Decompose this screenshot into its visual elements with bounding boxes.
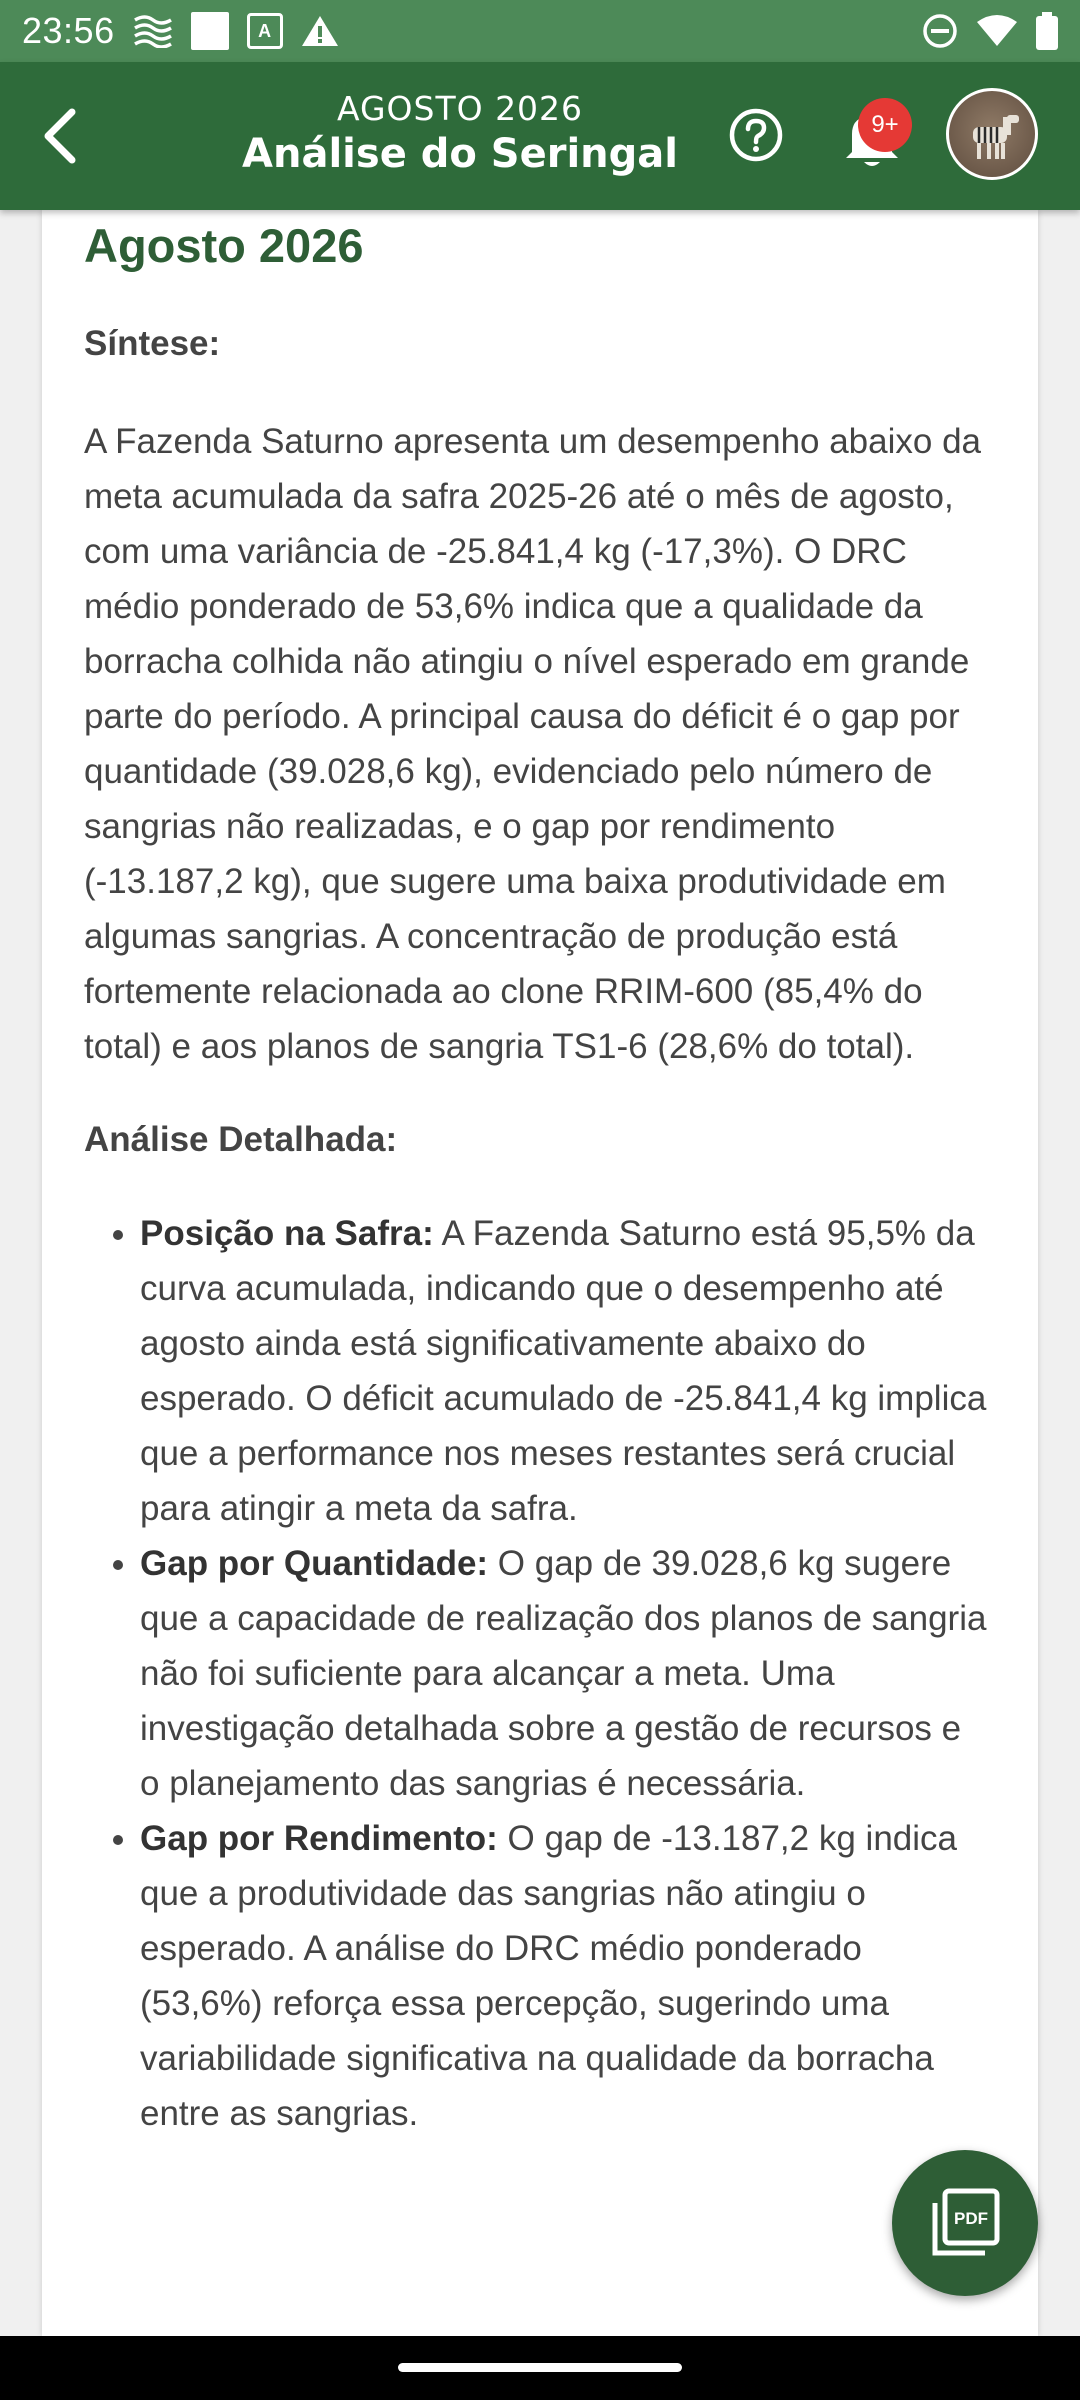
report-month-title: Agosto 2026 [84, 219, 364, 272]
pdf-export-button[interactable] [892, 2150, 1038, 2296]
bullet-label: Gap por Rendimento: [140, 1819, 498, 1858]
white-square-icon [191, 12, 229, 50]
a-box-icon: A [247, 13, 283, 49]
bullet-text: A Fazenda Saturno está 95,5% da curva acumulada, indicando que o desempenho até agosto ainda está significativamente abaixo do esperado. O déficit acumulado de -25.841,4 kg implica que a performance nos meses restantes será crucial para atingir a meta da safra. [140, 1214, 987, 1528]
summary-heading: Síntese: [84, 324, 221, 363]
wifi-icon [976, 14, 1018, 48]
zebra-icon [949, 91, 1035, 177]
signal-waves-icon [133, 14, 173, 48]
list-item [140, 1811, 988, 2141]
notification-badge: 9+ [858, 98, 912, 152]
list-item [140, 1536, 988, 1811]
summary-text: A Fazenda Saturno apresenta um desempenho abaixo da meta acumulada da safra 2025-26 até o mês de agosto, com uma variância de -25.841,4 kg (-17,3%). O DRC médio ponderado de 53,6% indica que a qualidade da borracha colhida não atingiu o nível esperado em grande parte do período. A principal causa do déficit é o gap por quantidade (39.028,6 kg), evidenciado pelo número de sangrias não realizadas, e o gap por rendimento (-13.187,2 kg), que sugere uma baixa produtividade em algumas sangrias. A concentração de produção está fortemente relacionada ao clone RRIM-600 (85,4% do total) e aos planos de sangria TS1-6 (28,6% do total). [84, 422, 982, 1066]
bullet-label: Gap por Quantidade: [140, 1544, 489, 1583]
navigation-bar [0, 2336, 1080, 2400]
warning-icon [301, 14, 339, 48]
app-bar-subtitle: AGOSTO 2026 [336, 89, 584, 128]
avatar[interactable] [946, 88, 1038, 180]
detail-heading: Análise Detalhada: [84, 1120, 398, 1159]
status-bar [0, 0, 1080, 62]
app-bar-title: Análise do Seringal [242, 131, 678, 177]
detail-list [84, 1206, 988, 2141]
status-time: 23:56 [22, 10, 115, 51]
pdf-icon [927, 2185, 1003, 2261]
report-card [42, 210, 1038, 2336]
bullet-label: Posição na Safra: [140, 1214, 434, 1253]
bullet-text: O gap de 39.028,6 kg sugere que a capacidade de realização dos planos de sangria não foi suficiente para alcançar a meta. Uma investigação detalhada sobre a gestão de recursos e o planejamento das sangrias é necessária. [140, 1544, 987, 1803]
list-item [140, 1206, 988, 1536]
home-gesture-handle[interactable] [398, 2363, 682, 2372]
app-bar [0, 62, 1080, 210]
battery-icon [1036, 12, 1058, 50]
do-not-disturb-icon [922, 13, 958, 49]
bullet-text: O gap de -13.187,2 kg indica que a produtividade das sangrias não atingiu o esperado. A análise do DRC médio ponderado (53,6%) reforça essa percepção, sugerindo uma variabilidade significativa na qualidade da borracha entre as sangrias. [140, 1819, 957, 2133]
help-icon[interactable] [728, 107, 784, 163]
svg-text:PDF: PDF [954, 2209, 988, 2228]
